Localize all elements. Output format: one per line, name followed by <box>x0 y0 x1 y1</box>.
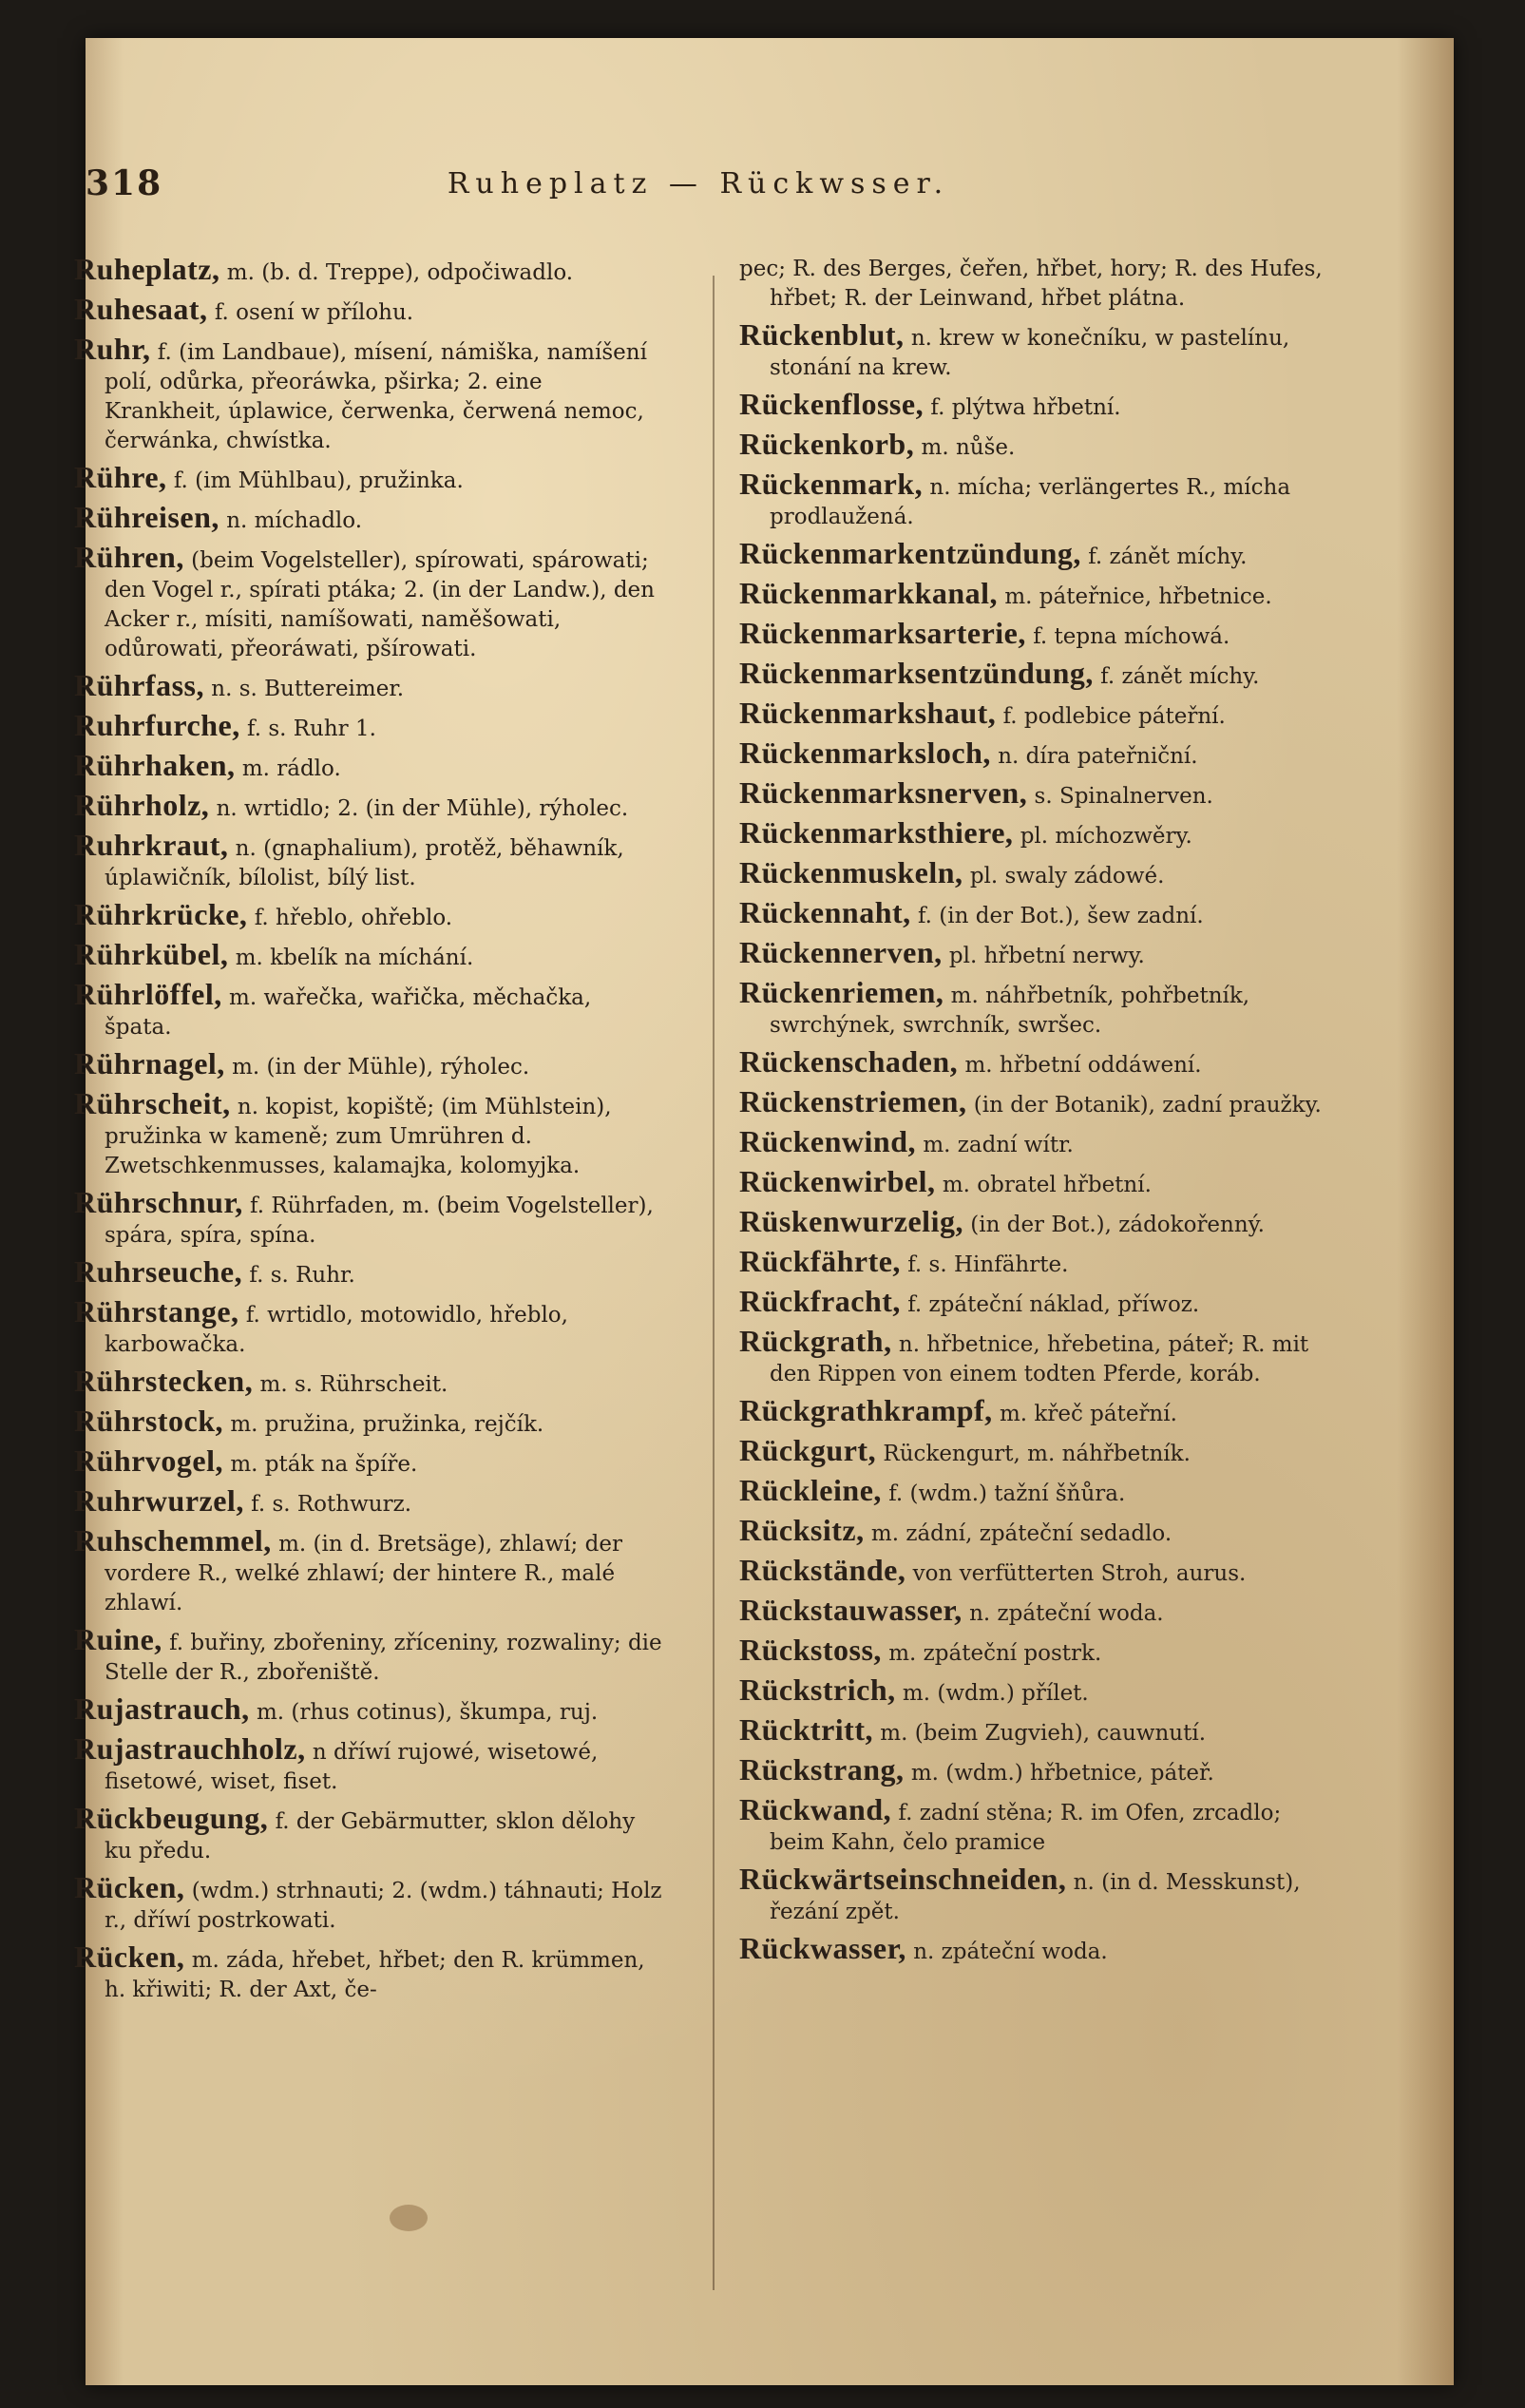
entry-definition: f. (im Mühlbau), pružinka. <box>173 468 464 493</box>
entry-headword: Rückwärtseinschneiden, <box>739 1862 1067 1896</box>
entry-definition: f. zpáteční náklad, příwoz. <box>907 1292 1200 1317</box>
entry-headword: Rückenmarksnerven, <box>739 775 1028 810</box>
entry-definition: m. (in d. Bretsäge), zhlawí; der vordere R., welké zhlawí; der hintere R., malé zhlawí. <box>105 1532 622 1615</box>
entry-definition: m. záda, hřebet, hřbet; den R. krümmen, h. křiwiti; R. der Axt, če- <box>105 1948 645 2002</box>
dictionary-entry <box>74 1185 663 1251</box>
entry-headword: Rührstecken, <box>74 1364 254 1398</box>
entry-definition: Rückengurt, m. náhřbetník. <box>883 1442 1191 1466</box>
entry-definition: f. wrtidlo, motowidlo, hřeblo, karbowačka. <box>105 1303 568 1357</box>
entry-definition: f. osení w přílohu. <box>214 300 414 325</box>
dictionary-entry <box>74 1046 663 1082</box>
dictionary-entry <box>74 1691 663 1728</box>
entry-definition: (in der Botanik), zadní praužky. <box>973 1093 1322 1118</box>
entry-headword: Rückenwirbel, <box>739 1164 936 1198</box>
entry-headword: Rückstoss, <box>739 1633 882 1667</box>
dictionary-entry <box>739 935 1328 971</box>
entry-definition: m. zadní wítr. <box>923 1133 1074 1157</box>
entry-definition: n. (in d. Messkunst), řezání zpět. <box>770 1870 1301 1924</box>
entry-headword: Ruhrkraut, <box>74 828 229 862</box>
entry-definition: m. (rhus cotinus), škumpa, ruj. <box>256 1700 599 1725</box>
dictionary-entry <box>739 1393 1328 1429</box>
dictionary-entry <box>739 1672 1328 1709</box>
dictionary-entry <box>74 500 663 536</box>
entry-definition: f. (wdm.) tažní šňůra. <box>888 1481 1126 1506</box>
entry-definition: n. míchadlo. <box>226 508 363 533</box>
dictionary-entry <box>74 897 663 933</box>
entry-definition: pl. swaly zádowé. <box>969 864 1165 889</box>
dictionary-entry <box>74 1622 663 1688</box>
entry-headword: Rückwasser, <box>739 1931 906 1965</box>
entry-headword: Rücktritt, <box>739 1712 873 1747</box>
entry-definition: m. pružina, pružinka, rejčík. <box>230 1412 544 1437</box>
entry-headword: Rührkübel, <box>74 937 229 971</box>
dictionary-entry <box>739 1084 1328 1120</box>
dictionary-entry <box>739 1204 1328 1240</box>
entry-headword: Rückstände, <box>739 1553 906 1587</box>
entry-definition: m. (wdm.) přílet. <box>902 1681 1089 1706</box>
entry-definition: m. obratel hřbetní. <box>942 1173 1152 1197</box>
entry-headword: Rührstock, <box>74 1404 224 1438</box>
dictionary-entry <box>74 1254 663 1290</box>
dictionary-entry <box>74 1483 663 1519</box>
dictionary-entry <box>74 1086 663 1181</box>
entry-headword: Rückstauwasser, <box>739 1593 963 1627</box>
entry-definition: f. tepna míchowá. <box>1033 624 1230 649</box>
entry-definition: n. s. Buttereimer. <box>211 677 405 701</box>
dictionary-entry <box>74 460 663 496</box>
entry-definition: von verfütterten Stroh, aurus. <box>912 1561 1247 1586</box>
entry-definition: m. náhřbetník, pohřbetník, swrchýnek, swrchník, swršec. <box>770 984 1250 1038</box>
page-header <box>86 163 1311 220</box>
entry-headword: Rujastrauch, <box>74 1691 250 1726</box>
dictionary-entry <box>74 1523 663 1618</box>
entry-definition: n. zpáteční woda. <box>913 1940 1108 1964</box>
dictionary-entry <box>739 1553 1328 1589</box>
entry-headword: Rüskenwurzelig, <box>739 1204 963 1238</box>
dictionary-entry <box>739 1593 1328 1629</box>
entry-headword: Ruine, <box>74 1622 162 1656</box>
dictionary-entry <box>74 292 663 328</box>
entry-definition: f. (in der Bot.), šew zadní. <box>917 904 1204 928</box>
entry-definition: n. krew w konečníku, w pastelínu, stonání na krew. <box>770 326 1290 380</box>
entry-headword: Rückenmuskeln, <box>739 855 963 889</box>
dictionary-entry <box>739 975 1328 1041</box>
dictionary-entry <box>739 255 1328 314</box>
entry-definition: m. (in der Mühle), rýholec. <box>232 1055 530 1080</box>
entry-headword: Rührnagel, <box>74 1046 225 1080</box>
entry-definition: m. křeč páteřní. <box>999 1402 1177 1426</box>
entry-definition: n. wrtidlo; 2. (in der Mühle), rýholec. <box>216 796 629 821</box>
entry-headword: Rückfährte, <box>739 1244 901 1278</box>
dictionary-entry <box>74 334 663 456</box>
dictionary-entry <box>74 788 663 824</box>
entry-definition: f. s. Ruhr 1. <box>247 717 376 741</box>
dictionary-entry <box>739 1864 1328 1927</box>
dictionary-entry <box>739 1712 1328 1749</box>
dictionary-entry <box>739 1473 1328 1509</box>
entry-definition: m. zpáteční postrk. <box>888 1641 1102 1666</box>
entry-headword: Rückenmarksthiere, <box>739 815 1014 850</box>
entry-headword: Rückgurt, <box>739 1433 877 1467</box>
dictionary-entry <box>739 536 1328 572</box>
dictionary-entry <box>739 1752 1328 1788</box>
entry-headword: Ruhschemmel, <box>74 1523 272 1558</box>
entry-definition: m. (b. d. Treppe), odpočiwadlo. <box>226 260 574 285</box>
entry-headword: Rühreisen, <box>74 500 219 534</box>
dictionary-entry <box>739 1164 1328 1200</box>
entry-headword: Rückenmarksarterie, <box>739 616 1026 650</box>
entry-headword: Rückenmarkentzündung, <box>739 536 1081 570</box>
dictionary-entry <box>739 895 1328 931</box>
entry-headword: Rücksitz, <box>739 1513 865 1547</box>
dictionary-entry <box>74 1406 663 1440</box>
dictionary-entry <box>74 1294 663 1360</box>
entry-headword: Rührscheit, <box>74 1086 231 1120</box>
entry-definition: m. wařečka, wařička, měchačka, špata. <box>105 985 592 1040</box>
entry-definition: (beim Vogelsteller), spírowati, spárowati; den Vogel r., spírati ptáka; 2. (in der Landw.), den Acker r., mísiti, namíšowati, naměšowati, odůrowati, přeoráwati, pšírowati. <box>105 548 655 661</box>
entry-headword: Rührstange, <box>74 1294 239 1328</box>
entry-definition: n. mícha; verlängertes R., mícha prodlaužená. <box>770 475 1291 529</box>
dictionary-entry <box>74 748 663 784</box>
entry-definition: (in der Bot.), zádokořenný. <box>970 1213 1265 1237</box>
entry-definition: f. buřiny, zbořeniny, zříceniny, rozwaliny; die Stelle der R., zbořeniště. <box>105 1631 662 1685</box>
entry-headword: Rückenriemen, <box>739 975 944 1009</box>
entry-definition: m. páteřnice, hřbetnice. <box>1004 584 1272 609</box>
entry-definition: f. s. Hinfährte. <box>907 1252 1069 1277</box>
dictionary-entry <box>739 656 1328 692</box>
dictionary-entry <box>739 1124 1328 1160</box>
dictionary-entry <box>739 317 1328 383</box>
dictionary-entry <box>739 427 1328 463</box>
entry-headword: Rührkrücke, <box>74 897 248 931</box>
right-column <box>739 255 1328 1974</box>
dictionary-entry <box>739 1792 1328 1858</box>
dictionary-entry <box>739 1324 1328 1389</box>
entry-headword: Rückennaht, <box>739 895 911 929</box>
entry-headword: Rujastrauchholz, <box>74 1731 306 1766</box>
dictionary-entry <box>74 1942 663 2005</box>
dictionary-entry <box>739 1284 1328 1320</box>
entry-definition: m. kbelík na míchání. <box>235 946 474 970</box>
entry-headword: Rückstrich, <box>739 1672 896 1707</box>
dictionary-entry <box>739 1513 1328 1549</box>
dictionary-entry <box>739 855 1328 891</box>
entry-definition: m. hřbetní oddáwení. <box>964 1053 1202 1078</box>
entry-headword: Rückenkorb, <box>739 427 915 461</box>
left-column <box>74 252 663 2012</box>
dictionary-entry <box>739 1635 1328 1669</box>
entry-headword: Rücken, <box>74 1940 185 1974</box>
entry-headword: Rückenmarkkanal, <box>739 576 999 610</box>
entry-headword: Rückenblut, <box>739 317 905 352</box>
entry-definition: m. rádlo. <box>241 756 341 781</box>
dictionary-entry <box>739 616 1328 652</box>
dictionary-entry <box>74 1870 663 1936</box>
paper-stain <box>390 2205 428 2231</box>
entry-definition: m. s. Rührscheit. <box>259 1372 448 1397</box>
dictionary-entry <box>739 1433 1328 1469</box>
entry-headword: Rückenstriemen, <box>739 1084 967 1118</box>
entry-definition: m. zádní, zpáteční sedadlo. <box>870 1521 1172 1546</box>
entry-headword: Rührschnur, <box>74 1185 243 1219</box>
entry-definition: pec; R. des Berges, čeřen, hřbet, hory; R. des Hufes, hřbet; R. der Leinwand, hřbet plátna. <box>739 257 1323 311</box>
entry-definition: f. plýtwa hřbetní. <box>930 395 1121 420</box>
entry-headword: Rückenwind, <box>739 1124 916 1158</box>
entry-headword: Rückenmarkshaut, <box>739 696 997 730</box>
entry-headword: Rückleine, <box>739 1473 882 1507</box>
dictionary-entry <box>74 977 663 1042</box>
dictionary-entry <box>739 1931 1328 1967</box>
entry-headword: Ruhr, <box>74 332 151 366</box>
entry-headword: Ruhesaat, <box>74 292 208 326</box>
entry-definition: n dříwí rujowé, wisetowé, fisetowé, wiset, fiset. <box>105 1740 599 1794</box>
dictionary-entry <box>74 937 663 973</box>
dictionary-entry <box>74 1801 663 1866</box>
entry-headword: Rückenmarksloch, <box>739 736 991 770</box>
entry-headword: Rührhaken, <box>74 748 236 782</box>
dictionary-entry <box>739 775 1328 812</box>
entry-definition: n. kopist, kopiště; (im Mühlstein), pružinka w kameně; zum Umrühren d. Zwetschkenmusses, kalamajka, kolomyjka. <box>105 1095 612 1178</box>
entry-definition: n. (gnaphalium), protěž, běhawník, úplawičník, bílolist, bílý list. <box>105 836 624 890</box>
entry-definition: (wdm.) strhnauti; 2. (wdm.) táhnauti; Holz r., dříwí postrkowati. <box>105 1879 662 1933</box>
dictionary-entry <box>74 828 663 893</box>
entry-headword: Rücken, <box>74 1870 185 1904</box>
entry-definition: f. Rührfaden, m. (beim Vogelsteller), spára, spíra, spína. <box>105 1194 654 1248</box>
dictionary-entry <box>739 698 1328 732</box>
entry-headword: Rückbeugung, <box>74 1801 269 1835</box>
dictionary-entry <box>739 576 1328 612</box>
entry-headword: Rückenmarksentzündung, <box>739 656 1094 690</box>
entry-headword: Rühre, <box>74 460 167 494</box>
entry-definition: pl. míchozwěry. <box>1020 824 1192 849</box>
entry-headword: Ruhrwurzel, <box>74 1483 244 1518</box>
dictionary-entry <box>74 708 663 744</box>
dictionary-entry <box>739 387 1328 423</box>
entry-definition: n. hřbetnice, hřebetina, páteř; R. mit den Rippen von einem todten Pferde, koráb. <box>770 1332 1309 1386</box>
dictionary-entry <box>739 1244 1328 1280</box>
dictionary-entry <box>74 1443 663 1480</box>
entry-headword: Rührholz, <box>74 788 210 822</box>
column-divider <box>713 276 715 2290</box>
dictionary-entry <box>739 469 1328 532</box>
entry-definition: f. s. Rothwurz. <box>251 1492 412 1517</box>
dictionary-entry <box>739 1044 1328 1080</box>
entry-headword: Ruhrfurche, <box>74 708 240 742</box>
entry-headword: Rückenschaden, <box>739 1044 959 1079</box>
entry-headword: Rückwand, <box>739 1792 892 1826</box>
entry-definition: f. zadní stěna; R. im Ofen, zrcadlo; beim Kahn, čelo pramice <box>770 1801 1282 1855</box>
dictionary-entry <box>74 1366 663 1400</box>
entry-definition: m. pták na špíře. <box>230 1452 418 1477</box>
entry-headword: Rückenflosse, <box>739 387 925 421</box>
entry-headword: Rühren, <box>74 540 184 574</box>
dictionary-entry <box>74 668 663 704</box>
entry-headword: Rührlöffel, <box>74 977 222 1011</box>
entry-definition: n. zpáteční woda. <box>969 1601 1164 1626</box>
entry-headword: Rückenmark, <box>739 467 924 501</box>
dictionary-entry <box>74 540 663 664</box>
dictionary-entry <box>74 1731 663 1797</box>
entry-headword: Rückgrathkrampf, <box>739 1393 993 1427</box>
page-number: 318 <box>86 163 163 203</box>
entry-definition: f. der Gebärmutter, sklon dělohy ku předu. <box>105 1809 636 1863</box>
entry-definition: f. zánět míchy. <box>1088 545 1248 569</box>
entry-definition: m. nůše. <box>921 435 1016 460</box>
entry-headword: Rückstrang, <box>739 1752 905 1787</box>
entry-headword: Rückgrath, <box>739 1324 892 1358</box>
dictionary-entry <box>739 815 1328 851</box>
entry-definition: m. (wdm.) hřbetnice, páteř. <box>910 1761 1214 1786</box>
entry-definition: s. Spinalnerven. <box>1034 784 1213 809</box>
entry-headword: Ruhrseuche, <box>74 1254 243 1289</box>
entry-headword: Rührfass, <box>74 668 204 702</box>
entry-definition: f. hřeblo, ohřeblo. <box>254 906 453 930</box>
entry-headword: Rückfracht, <box>739 1284 901 1318</box>
dictionary-entry <box>74 252 663 288</box>
entry-headword: Ruheplatz, <box>74 252 220 286</box>
entry-definition: pl. hřbetní nerwy. <box>948 944 1145 968</box>
entry-definition: f. s. Ruhr. <box>249 1263 355 1288</box>
entry-definition: f. (im Landbaue), mísení, námiška, namíšení polí, odůrka, přeoráwka, pširka; 2. eine Krankheit, úplawice, čerwenka, čerwená nemoc, čerwánka, chwístka. <box>105 340 647 453</box>
entry-definition: f. podlebice páteřní. <box>1002 704 1226 729</box>
entry-definition: n. díra pateřniční. <box>998 744 1198 769</box>
entry-definition: f. zánět míchy. <box>1100 664 1260 689</box>
running-head: Ruheplatz — Rückwsser. <box>447 167 950 201</box>
dictionary-entry <box>739 738 1328 772</box>
entry-headword: Rückennerven, <box>739 935 943 969</box>
entry-definition: m. (beim Zugvieh), cauwnutí. <box>880 1721 1207 1746</box>
entry-headword: Rührvogel, <box>74 1443 223 1478</box>
